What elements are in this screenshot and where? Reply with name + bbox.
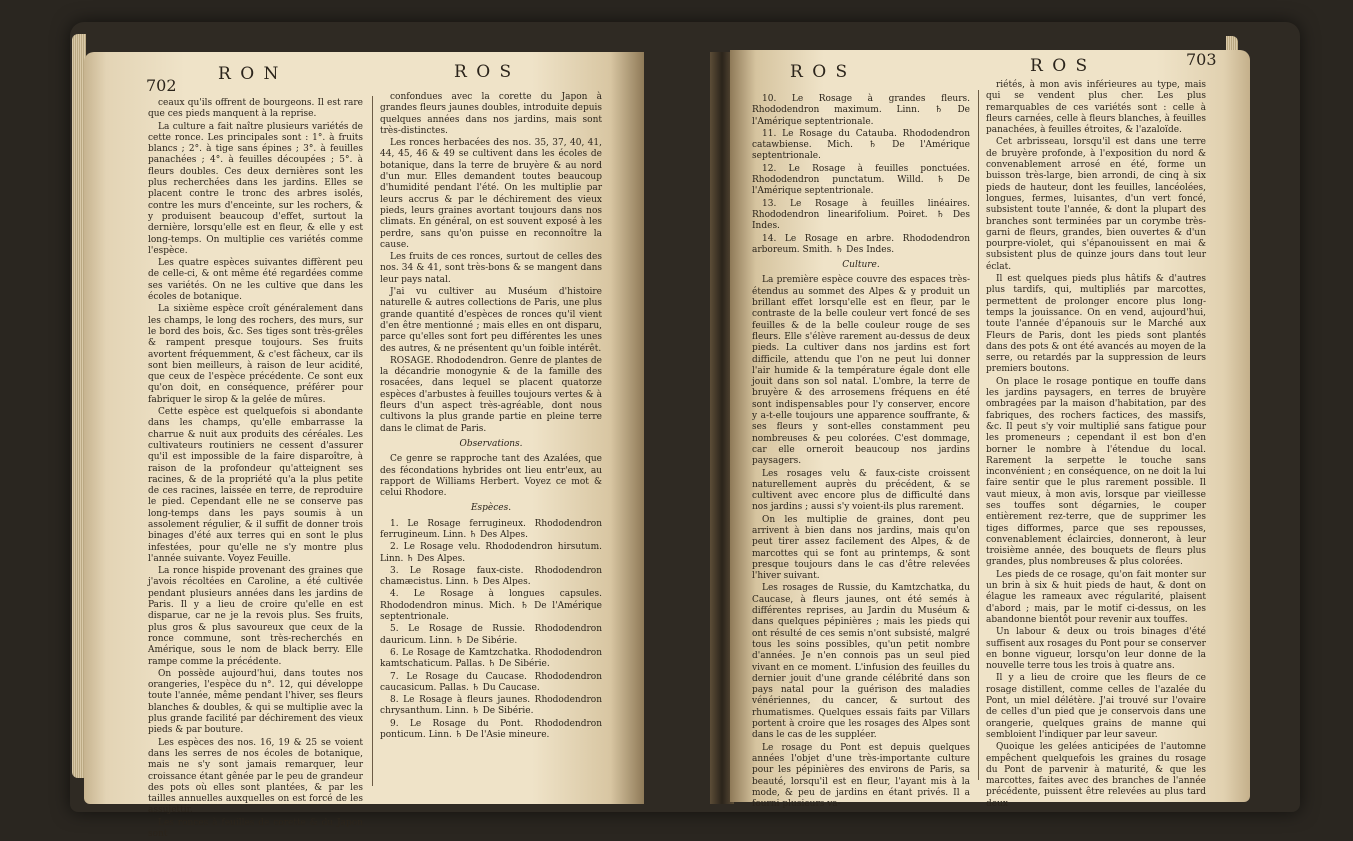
species-entry: 10. Le Rosage à grandes fleurs. Rhododendron maximum. Linn. ♄ De l'Amérique septentrionale. xyxy=(752,94,970,127)
text-paragraph: Le rosage du Pont est depuis quelques années l'objet d'une très-importante culture pour les pépinières des environs de Paris, sa beauté, lorsqu'il est en fleur, l'ayant mis à la mode, & peu de jardins en étant privés. Il a fourni plusieurs va- xyxy=(752,742,970,810)
species-entry: 14. Le Rosage en arbre. Rhododendron arboreum. Smith. ♄ Des Indes. xyxy=(752,233,970,255)
text-paragraph: On possède aujourd'hui, dans toutes nos orangeries, l'espèce du n°. 12, qui développe toute l'année, même pendant l'hiver, ses fleurs blanches & doubles, & qui se multiplie avec la plus grande facilité par déchirement des vieux pieds & par bouture. xyxy=(148,668,363,736)
species-entry: 9. Le Rosage du Pont. Rhododendron ponticum. Linn. ♄ De l'Asie mineure. xyxy=(380,718,602,741)
text-paragraph: Les quatre espèces suivantes diffèrent peu de celle-ci, & ont même été regardées comme ses variétés. On ne les cultive que dans les écoles de botanique. xyxy=(148,258,363,303)
text-paragraph: La culture a fait naître plusieurs variétés de cette ronce. Les principales sont : 1°. à fruits blancs ; 2°. à tige sans épines ; 3°. à feuilles panachées ; 4°. à feuilles découpées ; 5°. à fleurs doubles. Ces deux dernières sont les plus recherchées dans les jardins. Elles se placent contre le tronc des arbres isolés, contre les murs d'enceinte, sur les rochers, & y produisent beaucoup d'effet, surtout la dernière, lorsqu'elle est en fleur, & elle y est long-temps. On multiplie ces variétés comme l'espèce. xyxy=(148,121,363,256)
species-entry: 2. Le Rosage velu. Rhododendron hirsutum. Linn. ♄ Des Alpes. xyxy=(380,542,602,564)
right-header-left: R O S xyxy=(790,62,850,82)
text-paragraph: Les fruits de ces ronces, surtout de celles des nos. 34 & 41, sont très-bons & se mangent dans leur pays natal. xyxy=(380,252,602,285)
text-paragraph: Il y a lieu de croire que les fleurs de ce rosage distillent, comme celles de l'azalée du Pont, un miel délétère. J'ai trouvé sur l'ovaire de celles d'un pied que je conservois dans une orangerie, quelques grains de manne qui sembloient l'indiquer par leur saveur. xyxy=(986,673,1206,740)
text-paragraph: Les pieds de ce rosage, qu'on fait monter sur un brin à six & huit pieds de haut, & dont on élague les rameaux avec régularité, plaisent d'abord ; mais, par le motif ci-dessus, on les abandonne bientôt pour revenir aux touffes. xyxy=(986,569,1206,625)
text-paragraph: La première espèce couvre des espaces très-étendus au sommet des Alpes & y produit un brillant effet lorsqu'elle est en fleur, par le contraste de la belle couleur vert foncé de ses feuilles & de la belle couleur rouge de ses fleurs. Elle s'élève rarement au-dessus de deux pieds. La cultiver dans nos jardins est fort difficile, attendu que l'on ne peut lui donner l'air humide & la température égale dont elle jouit dans son sol natal. L'ombre, la terre de bruyère & des arrosemens fréquens en été sont indispensables pour l'y conserver, encore y a-t-elle toujours une apparence souffrante, & ses fleurs y sont-elles constamment peu nombreuses & peu colorées. C'est dommage, car elle orneroit beaucoup nos jardins paysagers. xyxy=(752,275,970,467)
section-heading: Culture. xyxy=(842,260,880,271)
species-entry: 11. Le Rosage du Catauba. Rhododendron catawbiense. Mich. ♄ De l'Amérique septentrionale. xyxy=(752,128,970,162)
left-header-right: R O S xyxy=(454,62,514,82)
text-paragraph: Ce genre se rapproche tant des Azalées, que des fécondations hybrides ont lieu entr'eux, au rapport de Williams Herbert. Voyez ce mot & celui Rhodore. xyxy=(380,454,602,499)
left-page-number: 702 xyxy=(146,76,177,95)
text-paragraph: Cette espèce est quelquefois si abondante dans les champs, qu'elle embarrasse la charrue & nuit aux produits des céréales. Les cultivateurs routiniers ne cessent d'assurer qu'il est impossible de la faire disparoître, à raison de la profondeur qu'atteignent ses racines, & de la propriété qu'a la plus petite de ces racines, laissée en terre, de reproduire le pied. Cependant elle ne se conserve pas long-temps dans les pays soumis à un assolement régulier, & il suffit de donner trois binages d'été aux terres qui en sont le plus infestées, pour qu'elle ne s'y montre plus l'année suivante. Voyez Feuille. xyxy=(148,407,363,564)
species-entry: 3. Le Rosage faux-ciste. Rhododendron chamæcistus. Linn. ♄ Des Alpes. xyxy=(380,565,602,588)
text-paragraph: confondues avec la corette du Japon à grandes fleurs jaunes doubles, introduite depuis quelques années dans nos jardins, mais sont très-distinctes. xyxy=(380,92,602,136)
text-paragraph: Les ronces à feuilles de corette & du Japon sont xyxy=(148,817,363,839)
text-paragraph: J'ai vu cultiver au Muséum d'histoire naturelle & autres collections de Paris, une plus grande quantité d'espèces de ronces qu'il vient d'en être mentionné ; mais elles en ont disparu, parce qu'elles sont fort peu différentes les unes des autres, & ne présentent qu'un foible intérêt. xyxy=(380,287,602,354)
right-column-a xyxy=(752,94,970,811)
text-paragraph: La sixième espèce croît généralement dans les champs, le long des rochers, des murs, sur le bord des bois, &c. Ses tiges sont très-grêles & rampent presque toujours. Ses fruits avortent fréquemment, & c'est fâcheux, car ils sont bien meilleurs, à raison de leur acidité, que ceux de l'espèce précédente. Ce sont eux qu'on doit, en conséquence, préférer pour fabriquer le sirop & la gelée de mûres. xyxy=(148,304,363,405)
species-entry: 5. Le Rosage de Russie. Rhododendron dauricum. Linn. ♄ De Sibérie. xyxy=(380,624,602,646)
text-paragraph: Cet arbrisseau, lorsqu'il est dans une terre de bruyère profonde, à l'exposition du nord & convenablement arrosé en été, forme un buisson très-large, bien arrondi, de cinq à six pieds de hauteur, dont les feuilles, lancéolées, longues, fermes, luisantes, d'un vert foncé, subsistent toute l'année, & dont la plupart des branches sont terminées par un corymbe très-garni de fleurs, grandes, bien ouvertes & d'un pourpre-violet, qui s'épanouissent en mai & subsistent plus de quinze jours dans tout leur éclat. xyxy=(986,137,1206,272)
text-paragraph: La ronce hispide provenant des graines que j'avois récoltées en Caroline, a été cultivée pendant plusieurs années dans les jardins de Paris. Il y a lieu de croire qu'elle en est disparue, car ne je la revois plus. Ses fruits, plus gros & plus savoureux que ceux de la ronce commune, sont très-recherchés en Amérique, sous le nom de black berry. Elle rampe comme la précédente. xyxy=(148,566,363,667)
text-paragraph: ROSAGE. Rhododendron. Genre de plantes de la décandrie monogynie & de la famille des rosacées, dans lequel se placent quatorze espèces d'arbustes à feuilles toujours vertes & à fleurs d'un aspect très-agréable, dont nous cultivons la plus grande partie en pleine terre dans le climat de Paris. xyxy=(380,355,602,434)
text-paragraph: On les multiplie de graines, dont peu arrivent à bien dans nos jardins, mais qu'on peut tirer assez facilement des Alpes, & de marcottes qui se font au printemps, & sont presque toujours dans le cas d'être relevées l'hiver suivant. xyxy=(752,514,970,582)
species-entry: 7. Le Rosage du Caucase. Rhododendron caucasicum. Pallas. ♄ Du Caucase. xyxy=(380,671,602,693)
left-header-left: R O N xyxy=(218,64,281,84)
right-header-right: R O S xyxy=(1030,56,1090,76)
text-paragraph: ceaux qu'ils offrent de bourgeons. Il est rare que ces pieds manquent à la reprise. xyxy=(148,98,363,120)
right-page xyxy=(730,50,1250,810)
species-entry: 4. Le Rosage à longues capsules. Rhododendron minus. Mich. ♄ De l'Amérique septentrionale. xyxy=(380,589,602,623)
right-column-b xyxy=(986,80,1206,811)
species-entry: 1. Le Rosage ferrugineux. Rhododendron ferrugineum. Linn. ♄ Des Alpes. xyxy=(380,518,602,540)
text-paragraph: Les rosages de Russie, du Kamtzchatka, du Caucase, à fleurs jaunes, ont été semés à différentes reprises, au Jardin du Muséum & dans quelques pépinières ; mais les pieds qui ont résulté de ces semis n'ont subsisté, malgré tous les soins possibles, qu'un petit nombre d'années. Je n'en connois pas un seul pied vivant en ce moment. L'infusion des feuilles du dernier jouit d'une grande célébrité dans son pays natal pour la guérison des maladies vénériennes, du cancer, & surtout des rhumatismes. Quelques essais faits par Villars portent à croire que les rosages des Alpes sont dans le cas de les suppléer. xyxy=(752,583,970,741)
text-paragraph: Quoique les gelées anticipées de l'automne empêchent quelquefois les graines du rosage du Pont de parvenir à maturité, & que les marcottes, faites avec des branches de l'année précédente, puissent être relevées au plus tard deux xyxy=(986,742,1206,809)
left-column-b xyxy=(380,92,602,742)
species-entry: 13. Le Rosage à feuilles linéaires. Rhododendron linearifolium. Poiret. ♄ Des Indes. xyxy=(752,198,970,232)
column-divider xyxy=(372,96,373,786)
text-paragraph: Les ronces herbacées des nos. 35, 37, 40, 41, 44, 45, 46 & 49 se cultivent dans les écoles de botanique, dans la terre de bruyère & au nord d'un mur. Elles demandent toutes beaucoup d'humidité pendant l'été. On les multiplie par leurs accrus & par le déchirement des vieux pieds, leurs graines avortant toujours dans nos climats. En général, on est souvent exposé à les perdre, sans qu'on puisse en reconnoître la cause. xyxy=(380,138,602,250)
column-divider xyxy=(978,90,979,780)
right-page-number: 703 xyxy=(1186,50,1217,69)
text-paragraph: Un labour & deux ou trois binages d'été suffisent aux rosages du Pont pour se conserver en bonne vigueur, lorsqu'on leur donne de la nouvelle terre tous les trois à quatre ans. xyxy=(986,627,1206,672)
text-paragraph: Les rosages velu & faux-ciste croissent naturellement auprès du précédent, & se cultivent avec encore plus de difficulté dans nos jardins ; aussi s'y voient-ils plus rarement. xyxy=(752,468,970,513)
species-entry: 6. Le Rosage de Kamtzchatka. Rhododendron kamtschaticum. Pallas. ♄ De Sibérie. xyxy=(380,647,602,670)
text-paragraph: On place le rosage pontique en touffe dans les jardins paysagers, en terres de bruyère ombragées par la maison d'habitation, par des fabriques, des rochers factices, des massifs, &c. Il peut s'y voir multiplié sans fatigue pour les promeneurs ; cependant il est bon d'en borner le nombre à l'étendue du local. Rarement la serpette le touche sans inconvénient ; en conséquence, on ne doit la lui faire sentir que le plus rarement possible. Il vaut mieux, à mon avis, lorsque par vieillesse ses touffes sont dégarnies, le couper entièrement rez-terre, que de supprimer les tiges difformes, parce que ses repousses, convenablement éclaircies, donneront, à leur troisième année, des bouquets de fleurs plus grandes, plus nombreuses & plus colorées. xyxy=(986,376,1206,568)
text-paragraph: Il est quelques pieds plus hâtifs & d'autres plus tardifs, qui, multipliés par marcottes, permettent de prolonger encore plus long-temps la jouissance. On en vend, aujourd'hui, toute l'année d'épanouis sur le Marché aux Fleurs de Paris, dont les pieds sont plantés dans des pots & ont été avancés au moyen de la serre, ou retardés par la suppression de leurs premiers boutons. xyxy=(986,274,1206,375)
left-column-a xyxy=(148,98,363,841)
section-heading: Espèces. xyxy=(470,503,512,514)
species-entry: 8. Le Rosage à fleurs jaunes. Rhododendron chrysanthum. Linn. ♄ De Sibérie. xyxy=(380,695,602,717)
section-heading: Observations. xyxy=(459,438,523,449)
text-paragraph: Les espèces des nos. 16, 19 & 25 se voient dans les serres de nos écoles de botanique, mais ne s'y sont jamais remarquer, leur croissance étant gênée par le peu de grandeur des pots où elles sont plantées, & par les tailles annuelles auxquelles on est forcé de les assujettir. xyxy=(148,737,363,816)
species-entry: 12. Le Rosage à feuilles ponctuées. Rhododendron punctatum. Willd. ♄ De l'Amérique septentrionale. xyxy=(752,163,970,197)
left-page xyxy=(84,52,644,839)
text-paragraph: riétés, à mon avis inférieures au type, mais qui se vendent plus cher. Les plus remarquables de ces variétés sont : celle à fleurs carnées, celle à fleurs blanches, à feuilles panachées, à feuilles étroites, & l'azaloïde. xyxy=(986,80,1206,136)
